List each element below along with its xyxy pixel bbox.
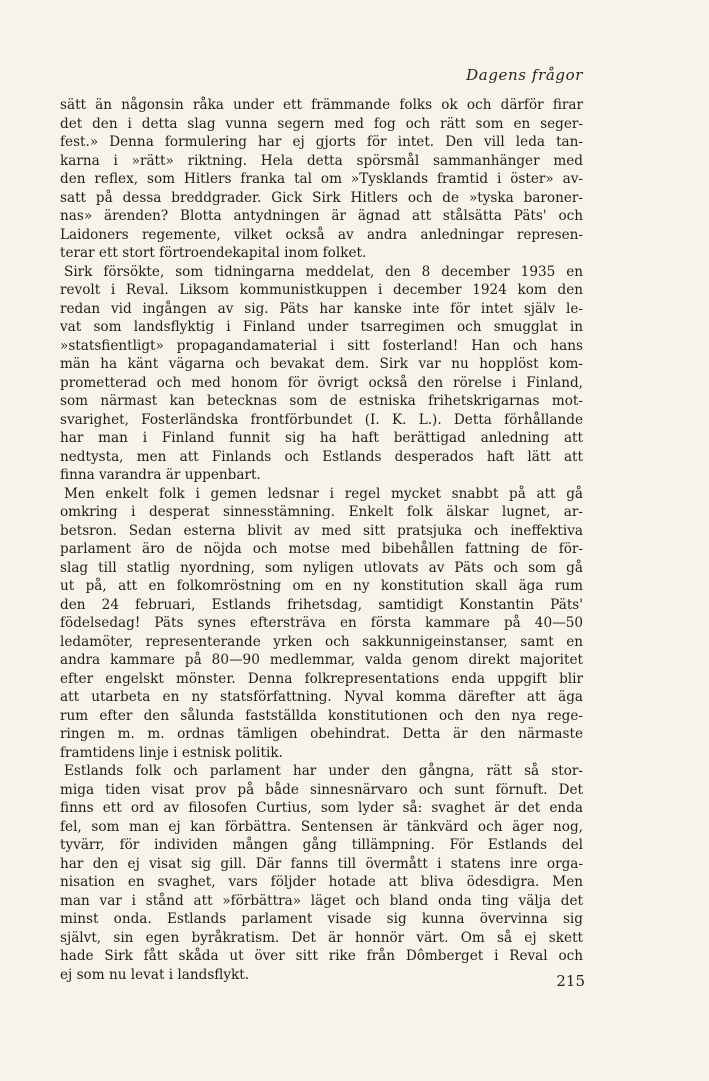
body-line: som närmast kan betecknas som de estniska frihetskrigarnas mot- xyxy=(60,393,583,409)
body-line: sätt än någonsin råka under ett främmande folks ok och därför firar xyxy=(60,97,583,113)
body-line: betsron. Sedan esterna blivit av med sitt pratsjuka och ineffektiva xyxy=(60,522,583,539)
body-line: har man i Finland funnit sig ha haft berättigad anledning att xyxy=(60,430,583,446)
body-line: nisation en svaghet, vars följder hotade att bliva ödesdigra. Men xyxy=(60,874,583,890)
running-head: Dagens frågor xyxy=(466,66,583,84)
body-line: andra kammare på 80—90 medlemmar, valda genom direkt majoritet xyxy=(60,652,583,668)
body-line: fest.» Denna formulering har ej gjorts för intet. Den vill leda tan- xyxy=(60,134,583,150)
body-line: terar ett stort förtroendekapital inom folket. xyxy=(60,245,367,261)
body-line: prometterad och med honom för övrigt också den rörelse i Finland, xyxy=(60,374,583,391)
body-line: svarighet, Fosterländska frontförbundet (I. K. L.). Detta förhållande xyxy=(60,411,583,428)
body-line: slag till statlig nyordning, som nyligen utlovats av Päts och som gå xyxy=(60,559,583,576)
body-line: den 24 februari, Estlands frihetsdag, samtidigt Konstantin Päts' xyxy=(60,596,583,613)
body-line: Sirk försökte, som tidningarna meddelat, den 8 december 1935 en xyxy=(64,263,583,280)
body-text xyxy=(60,96,583,984)
body-line: satt på dessa breddgrader. Gick Sirk Hitlers och de »tyska baroner- xyxy=(60,189,583,206)
body-line: nas» ärenden? Blotta antydningen är ägnad att stålsätta Päts' och xyxy=(60,208,583,224)
body-line: den reflex, som Hitlers franka tal om »Tysklands framtid i öster» av- xyxy=(60,171,583,187)
page-number: 215 xyxy=(556,972,585,990)
body-line: det den i detta slag vunna segern med fog och rätt som en seger- xyxy=(60,115,583,132)
body-line: ledamöter, representerande yrken och sakkunnigeinstanser, samt en xyxy=(60,633,583,650)
body-line: parlament äro de nöjda och motse med bibehållen fattning de för- xyxy=(60,541,583,557)
body-line: efter engelskt mönster. Denna folkrepresentations enda uppgift blir xyxy=(60,670,583,687)
body-line: Laidoners regemente, vilket också av andra anledningar represen- xyxy=(60,226,583,243)
body-line: finna varandra är uppenbart. xyxy=(60,467,261,483)
body-line: finns ett ord av filosofen Curtius, som lyder så: svaghet är det enda xyxy=(60,800,583,816)
body-line: ej som nu levat i landsflykt. xyxy=(60,966,250,983)
body-line: revolt i Reval. Liksom kommunistkuppen i december 1924 kom den xyxy=(60,282,583,298)
body-line: miga tiden visat prov på både sinnesnärvaro och sunt förnuft. Det xyxy=(60,781,583,798)
body-line: att utarbeta en ny statsförfattning. Nyval komma därefter att äga xyxy=(60,689,583,705)
body-line: ut på, att en folkomröstning om en ny konstitution skall äga rum xyxy=(60,578,583,594)
body-line: män ha känt vägarna och bevakat dem. Sirk var nu hopplöst kom- xyxy=(60,356,583,372)
body-line: man var i stånd att »förbättra» läget och bland onda ting välja det xyxy=(60,892,583,909)
body-line: redan vid ingången av sig. Päts har kanske inte för intet själv le- xyxy=(60,300,583,317)
body-line: rum efter den sålunda fastställda konstitutionen och den nya rege- xyxy=(60,707,583,724)
body-line: vat som landsflyktig i Finland under tsarregimen och smugglat in xyxy=(60,319,583,335)
body-line: omkring i desperat sinnesstämning. Enkelt folk älskar lugnet, ar- xyxy=(60,504,583,520)
body-line: karna i »rätt» riktning. Hela detta spörsmål sammanhänger med xyxy=(60,152,583,169)
body-line: självt, sin egen byråkratism. Det är honnör värt. Om så ej skett xyxy=(60,929,583,946)
body-line: »statsfientligt» propagandamaterial i sitt fosterland! Han och hans xyxy=(60,337,583,354)
body-line: Men enkelt folk i gemen ledsnar i regel mycket snabbt på att gå xyxy=(64,485,583,502)
body-line: framtidens linje i estnisk politik. xyxy=(60,744,283,761)
body-line: minst onda. Estlands parlament visade sig kunna övervinna sig xyxy=(60,911,583,927)
body-line: fel, som man ej kan förbättra. Sentensen är tänkvärd och äger nog, xyxy=(60,818,583,835)
body-line: har den ej visat sig gill. Där fanns till övermått i statens inre orga- xyxy=(60,855,583,872)
body-line: nedtysta, men att Finlands och Estlands desperados haft lätt att xyxy=(60,448,583,465)
body-line: hade Sirk fått skåda ut över sitt rike från Dômberget i Reval och xyxy=(60,948,583,964)
body-line: ringen m. m. ordnas tämligen obehindrat. Detta är den närmaste xyxy=(60,726,583,742)
body-line: födelsedag! Päts synes eftersträva en första kammare på 40—50 xyxy=(60,615,583,631)
body-line: tyvärr, för individen mången gång tillämpning. För Estlands del xyxy=(60,837,583,853)
body-line: Estlands folk och parlament har under den gångna, rätt så stor- xyxy=(64,763,583,779)
